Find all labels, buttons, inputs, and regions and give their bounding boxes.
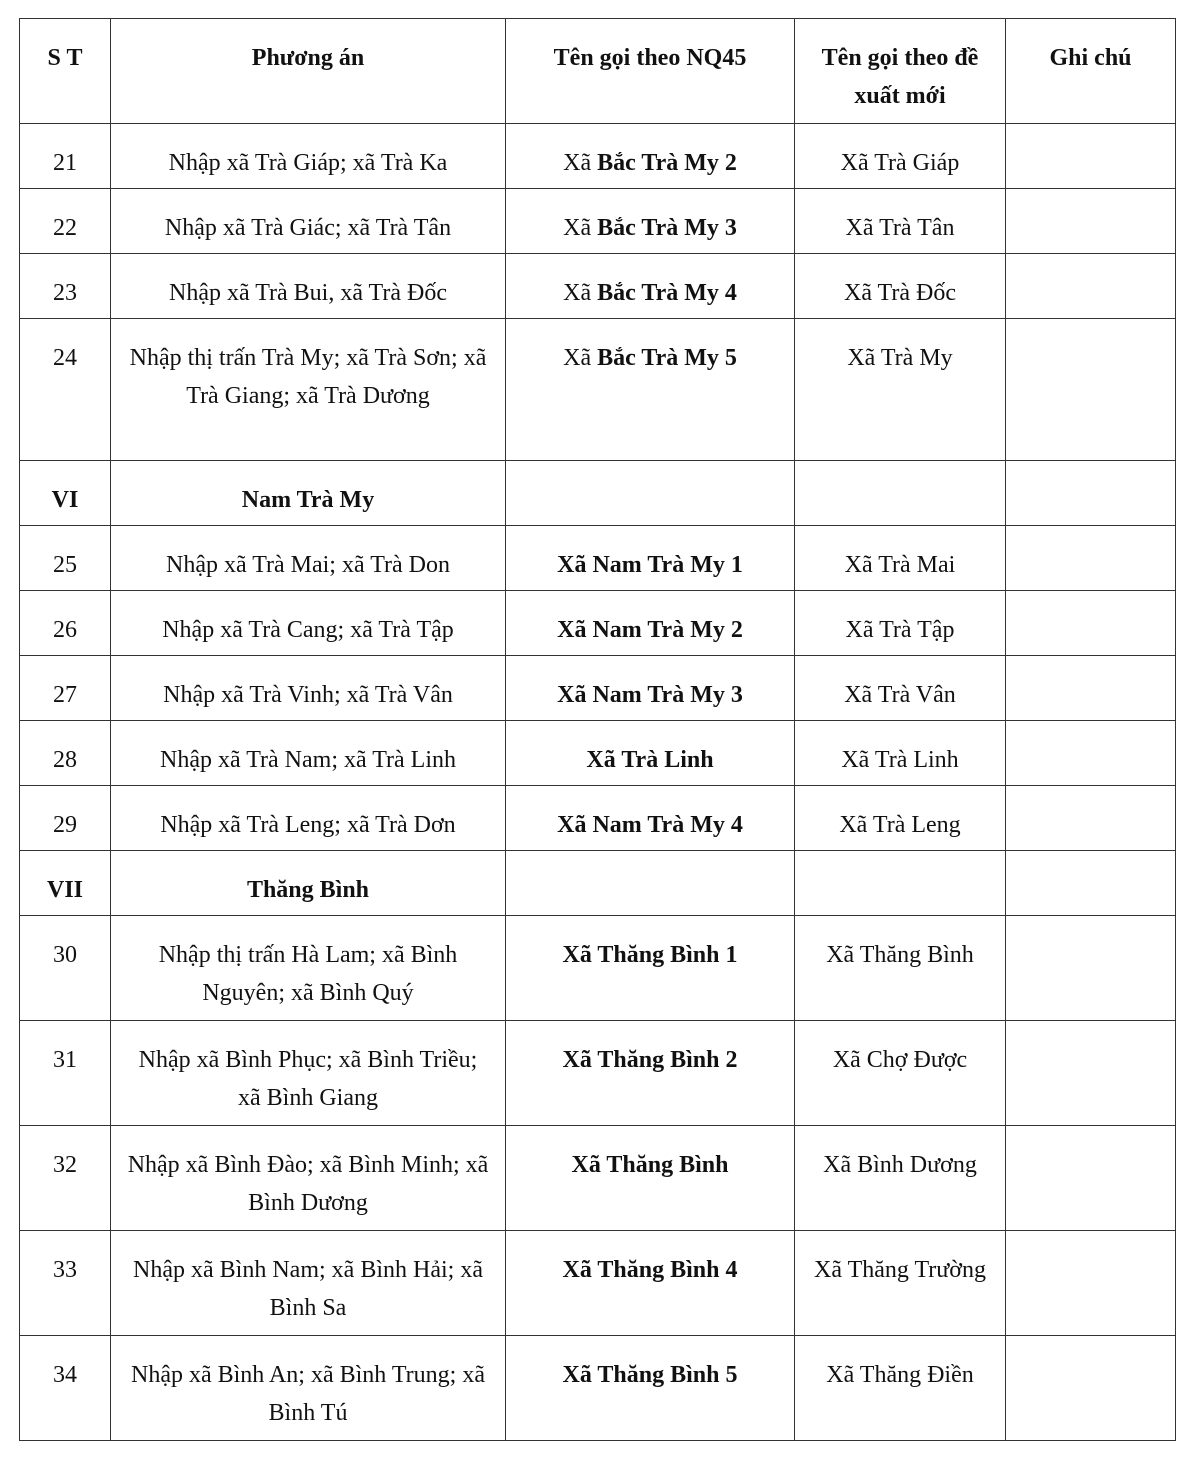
cell-de-xuat: Xã Trà Linh	[795, 721, 1006, 786]
cell-de-xuat: Xã Trà Đốc	[795, 254, 1006, 319]
section-stt: VI	[20, 461, 111, 526]
cell-ghi-chu	[1006, 1336, 1176, 1441]
cell-stt: 24	[20, 319, 111, 461]
cell-stt: 34	[20, 1336, 111, 1441]
nq45-prefix: Xã	[563, 345, 598, 371]
header-ghi-chu: Ghi chú	[1006, 19, 1176, 124]
cell-nq45: Xã Thăng Bình	[506, 1126, 795, 1231]
table-row	[20, 1231, 1176, 1336]
cell-stt: 28	[20, 721, 111, 786]
cell-ghi-chu	[1006, 916, 1176, 1021]
cell-ghi-chu	[1006, 591, 1176, 656]
cell-ghi-chu	[1006, 1126, 1176, 1231]
cell-phuong-an: Nhập xã Bình Phục; xã Bình Triều; xã Bình Giang	[111, 1021, 506, 1126]
cell-de-xuat: Xã Thăng Điền	[795, 1336, 1006, 1441]
table-row	[20, 916, 1176, 1021]
table-row	[20, 786, 1176, 851]
cell-de-xuat: Xã Trà Giáp	[795, 124, 1006, 189]
cell-nq45: Xã Nam Trà My 4	[506, 786, 795, 851]
nq45-prefix: Xã	[563, 150, 598, 176]
cell-ghi-chu	[1006, 189, 1176, 254]
cell-de-xuat: Xã Trà My	[795, 319, 1006, 461]
cell-phuong-an: Nhập xã Trà Leng; xã Trà Dơn	[111, 786, 506, 851]
header-row	[20, 19, 1176, 124]
cell-nq45	[506, 254, 795, 319]
cell-stt: 29	[20, 786, 111, 851]
cell-nq45	[506, 189, 795, 254]
cell-stt: 33	[20, 1231, 111, 1336]
cell-empty	[1006, 851, 1176, 916]
cell-stt: 21	[20, 124, 111, 189]
section-row-nam-tra-my	[20, 461, 1176, 526]
cell-de-xuat: Xã Trà Leng	[795, 786, 1006, 851]
table-row	[20, 189, 1176, 254]
table-row	[20, 1336, 1176, 1441]
cell-de-xuat: Xã Thăng Trường	[795, 1231, 1006, 1336]
cell-ghi-chu	[1006, 1231, 1176, 1336]
cell-ghi-chu	[1006, 656, 1176, 721]
cell-nq45: Xã Nam Trà My 2	[506, 591, 795, 656]
section-row-thang-binh	[20, 851, 1176, 916]
cell-phuong-an: Nhập thị trấn Hà Lam; xã Bình Nguyên; xã Bình Quý	[111, 916, 506, 1021]
merger-table	[19, 18, 1176, 1441]
cell-ghi-chu	[1006, 124, 1176, 189]
table-row	[20, 1126, 1176, 1231]
cell-stt: 26	[20, 591, 111, 656]
cell-de-xuat: Xã Trà Tân	[795, 189, 1006, 254]
nq45-bold: Bắc Trà My 4	[597, 280, 737, 306]
cell-stt: 25	[20, 526, 111, 591]
table-row	[20, 656, 1176, 721]
nq45-prefix: Xã	[563, 215, 598, 241]
cell-ghi-chu	[1006, 786, 1176, 851]
cell-phuong-an: Nhập xã Trà Giác; xã Trà Tân	[111, 189, 506, 254]
cell-stt: 32	[20, 1126, 111, 1231]
header-stt: S T	[20, 19, 111, 124]
cell-phuong-an: Nhập xã Bình An; xã Bình Trung; xã Bình Tú	[111, 1336, 506, 1441]
cell-nq45: Xã Thăng Bình 4	[506, 1231, 795, 1336]
nq45-prefix: Xã	[563, 280, 598, 306]
cell-de-xuat: Xã Chợ Được	[795, 1021, 1006, 1126]
table-row	[20, 591, 1176, 656]
cell-empty	[795, 851, 1006, 916]
table-row	[20, 526, 1176, 591]
cell-nq45: Xã Thăng Bình 2	[506, 1021, 795, 1126]
table-row	[20, 319, 1176, 461]
cell-ghi-chu	[1006, 1021, 1176, 1126]
cell-phuong-an: Nhập thị trấn Trà My; xã Trà Sơn; xã Trà Giang; xã Trà Dương	[111, 319, 506, 461]
cell-empty	[506, 851, 795, 916]
cell-phuong-an: Nhập xã Trà Cang; xã Trà Tập	[111, 591, 506, 656]
cell-nq45: Xã Trà Linh	[506, 721, 795, 786]
cell-de-xuat: Xã Trà Vân	[795, 656, 1006, 721]
cell-stt: 27	[20, 656, 111, 721]
cell-phuong-an: Nhập xã Trà Vinh; xã Trà Vân	[111, 656, 506, 721]
cell-stt: 22	[20, 189, 111, 254]
cell-stt: 30	[20, 916, 111, 1021]
cell-phuong-an: Nhập xã Trà Bui, xã Trà Đốc	[111, 254, 506, 319]
cell-nq45: Xã Thăng Bình 1	[506, 916, 795, 1021]
table-row	[20, 1021, 1176, 1126]
cell-nq45	[506, 124, 795, 189]
table-row	[20, 254, 1176, 319]
cell-empty	[506, 461, 795, 526]
cell-nq45: Xã Nam Trà My 3	[506, 656, 795, 721]
cell-empty	[795, 461, 1006, 526]
table-row	[20, 124, 1176, 189]
cell-nq45: Xã Nam Trà My 1	[506, 526, 795, 591]
section-stt: VII	[20, 851, 111, 916]
cell-nq45: Xã Thăng Bình 5	[506, 1336, 795, 1441]
cell-de-xuat: Xã Bình Dương	[795, 1126, 1006, 1231]
cell-ghi-chu	[1006, 721, 1176, 786]
cell-phuong-an: Nhập xã Trà Mai; xã Trà Don	[111, 526, 506, 591]
header-de-xuat: Tên gọi theo đề xuất mới	[795, 19, 1006, 124]
nq45-bold: Bắc Trà My 3	[597, 215, 737, 241]
cell-de-xuat: Xã Trà Mai	[795, 526, 1006, 591]
nq45-bold: Bắc Trà My 5	[597, 345, 737, 371]
cell-phuong-an: Nhập xã Bình Nam; xã Bình Hải; xã Bình Sa	[111, 1231, 506, 1336]
cell-de-xuat: Xã Thăng Bình	[795, 916, 1006, 1021]
cell-ghi-chu	[1006, 526, 1176, 591]
section-name: Thăng Bình	[111, 851, 506, 916]
cell-ghi-chu	[1006, 319, 1176, 461]
cell-nq45	[506, 319, 795, 461]
cell-empty	[1006, 461, 1176, 526]
cell-de-xuat: Xã Trà Tập	[795, 591, 1006, 656]
nq45-bold: Bắc Trà My 2	[597, 150, 737, 176]
cell-phuong-an: Nhập xã Bình Đào; xã Bình Minh; xã Bình Dương	[111, 1126, 506, 1231]
header-phuong-an: Phương án	[111, 19, 506, 124]
cell-ghi-chu	[1006, 254, 1176, 319]
cell-phuong-an: Nhập xã Trà Nam; xã Trà Linh	[111, 721, 506, 786]
cell-stt: 23	[20, 254, 111, 319]
cell-stt: 31	[20, 1021, 111, 1126]
table-row	[20, 721, 1176, 786]
header-nq45: Tên gọi theo NQ45	[506, 19, 795, 124]
cell-phuong-an: Nhập xã Trà Giáp; xã Trà Ka	[111, 124, 506, 189]
section-name: Nam Trà My	[111, 461, 506, 526]
